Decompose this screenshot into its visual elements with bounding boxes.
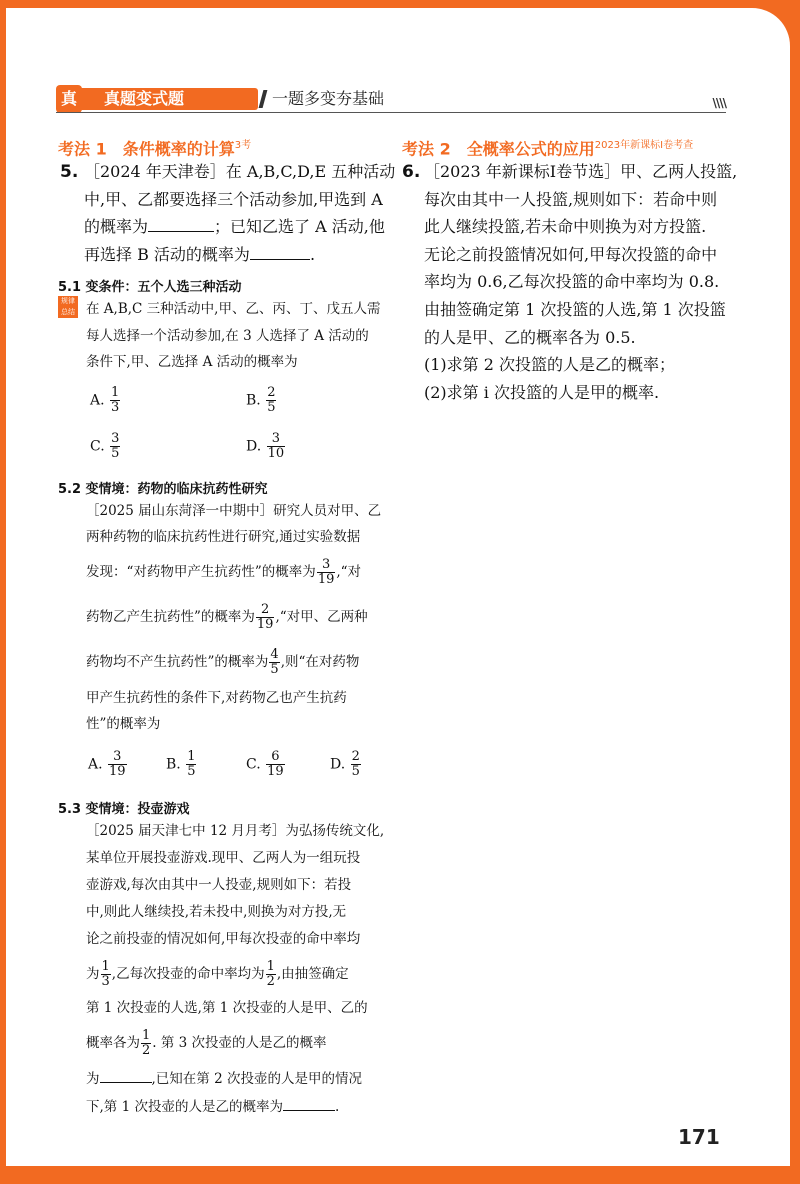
banner-rule — [56, 112, 726, 113]
kaofa-2-heading — [402, 136, 693, 159]
fraction — [108, 750, 127, 779]
q5-text-d: . — [309, 244, 316, 264]
question-6 — [424, 158, 744, 406]
q6-line-4: 无论之前投篮情况如何,甲每次投篮的命中 — [424, 244, 718, 264]
q6-line-3: 此人继续投篮,若未命中则换为对方投篮. — [424, 217, 707, 237]
kaofa-2-title: 考法 2 全概率公式的应用 — [402, 139, 595, 159]
v53-line-9 — [86, 1064, 391, 1094]
denominator: 19 — [317, 572, 335, 587]
kaofa-2-note: 2023年新课标Ⅰ卷考查 — [594, 140, 694, 151]
v53-line-1: ［2025 届天津七中 12 月月考］为弘扬传统文化, — [86, 823, 385, 839]
page-number: 171 — [678, 1125, 720, 1149]
fraction — [141, 1029, 151, 1058]
answer-blank — [148, 217, 214, 232]
numerator: 3 — [267, 432, 286, 447]
v53-line-3: 壶游戏,每次由其中一人投壶,规则如下：若投 — [86, 877, 352, 893]
text: ,由抽签确定 — [276, 966, 349, 982]
option-a — [90, 386, 121, 415]
q6-line-5: 率均为 0.6,乙每次投篮的命中率均为 0.8. — [424, 272, 720, 292]
v53-line-4: 中,则此人继续投,若未投中,则换为对方投,无 — [86, 904, 347, 920]
text: 药物均不产生抗药性”的概率为 — [86, 654, 269, 670]
numerator: 1 — [101, 959, 110, 974]
option-label: D. — [246, 438, 262, 455]
denominator: 2 — [142, 1043, 151, 1058]
q5-text-b: ；已知乙选了 A 活动,他 — [214, 217, 385, 237]
option-label: B. — [246, 392, 261, 409]
v53-line-8 — [86, 1022, 391, 1064]
text: ,乙每次投壶的命中率均为 — [111, 966, 265, 982]
answer-blank — [250, 245, 310, 260]
fraction — [351, 750, 361, 779]
variant-5-2-body — [86, 498, 391, 737]
numerator: 3 — [111, 431, 120, 446]
q5-line-1: ［2024 年天津卷］在 A,B,C,D,E 五种活动 — [84, 162, 396, 181]
text: 发现：“对药物甲产生抗药性”的概率为 — [86, 564, 316, 580]
v52-line-3 — [86, 550, 391, 595]
kaofa-1-count: 3考 — [234, 140, 252, 151]
banner-divider — [259, 90, 268, 108]
denominator: 5 — [351, 764, 360, 779]
text: ,“对甲、乙两种 — [275, 609, 368, 625]
numerator: 2 — [267, 385, 276, 400]
text: ,则“在对药物 — [280, 654, 360, 670]
v53-line-6 — [86, 953, 391, 995]
option-c — [246, 750, 286, 779]
text: 为 — [86, 966, 100, 982]
v53-line-7: 第 1 次投壶的人选,第 1 次投壶的人是甲、乙的 — [86, 1000, 368, 1016]
text: . 第 3 次投壶的人是乙的概率 — [152, 1035, 327, 1051]
text: 为 — [86, 1071, 100, 1087]
fraction — [110, 432, 120, 461]
banner-mark-icon: 真 — [56, 85, 82, 113]
q6-line-1: ［2023 年新课标Ⅰ卷节选］甲、乙两人投篮, — [424, 162, 738, 181]
fraction — [266, 960, 276, 989]
q6-part-1: (1)求第 2 次投篮的人是乙的概率； — [424, 355, 676, 375]
denominator: 19 — [267, 764, 284, 779]
option-d — [246, 432, 286, 461]
option-a — [88, 750, 128, 779]
option-c — [90, 432, 121, 461]
answer-blank — [100, 1068, 152, 1083]
option-label: A. — [88, 756, 103, 773]
v52-line-7: 性”的概率为 — [86, 716, 161, 732]
denominator: 2 — [266, 974, 275, 989]
kaofa-1-heading — [58, 136, 251, 159]
numerator: 1 — [266, 959, 275, 974]
numerator: 2 — [351, 749, 360, 764]
numerator: 2 — [256, 603, 275, 618]
question-6-number: 6. — [402, 162, 421, 182]
banner-slashes-icon: \\\\ — [712, 96, 726, 110]
v52-line-5 — [86, 640, 391, 685]
q6-line-7: 的人是甲、乙的概率各为 0.5. — [424, 327, 636, 347]
numerator: 1 — [187, 749, 196, 764]
text: 概率各为 — [86, 1035, 140, 1051]
denominator: 5 — [270, 662, 279, 677]
text: ,“对 — [336, 564, 362, 580]
text: 下,第 1 次投壶的人是乙的概率为 — [86, 1099, 283, 1115]
variant-5-2-heading: 5.2 变情境：药物的临床抗药性研究 — [58, 482, 268, 497]
option-label: A. — [90, 392, 105, 409]
q6-part-2: (2)求第 i 次投篮的人是甲的概率. — [424, 382, 660, 402]
fraction — [266, 750, 285, 779]
numerator: 3 — [108, 750, 127, 765]
v53-line-5: 论之前投壶的情况如何,甲每次投壶的命中率均 — [86, 931, 361, 947]
denominator: 5 — [111, 446, 120, 461]
q5-line-2: 中,甲、乙都要选择三个活动参加,甲选到 A — [84, 189, 383, 209]
kaofa-1-title: 考法 1 条件概率的计算 — [58, 139, 235, 159]
text: 药物乙产生抗药性”的概率为 — [86, 609, 255, 625]
v53-line-2: 某单位开展投壶游戏.现甲、乙两人为一组玩投 — [86, 850, 361, 866]
fraction — [269, 648, 279, 677]
option-label: C. — [90, 438, 105, 455]
option-label: B. — [166, 756, 181, 773]
banner-subtitle: 一题多变夯基础 — [272, 89, 385, 108]
denominator: 10 — [267, 446, 285, 461]
fraction — [317, 558, 336, 587]
numerator: 6 — [266, 750, 285, 765]
denominator: 5 — [267, 400, 276, 415]
v51-line-1: 在 A,B,C 三种活动中,甲、乙、丙、丁、戊五人需 — [86, 301, 381, 317]
v51-line-3: 条件下,甲、乙选择 A 活动的概率为 — [86, 354, 298, 370]
v52-line-4 — [86, 595, 391, 640]
variant-5-3-heading: 5.3 变情境：投壶游戏 — [58, 802, 190, 817]
section-banner — [56, 88, 726, 112]
denominator: 3 — [101, 974, 110, 989]
q5-text-c: 再选择 B 活动的概率为 — [84, 244, 250, 264]
tip-tag-icon: 规律总结 — [58, 296, 78, 318]
banner-title: 真题变式题 — [76, 88, 258, 110]
denominator: 3 — [111, 400, 120, 415]
fraction — [256, 603, 275, 632]
option-b — [166, 750, 197, 779]
variant-5-1-body — [86, 296, 386, 376]
text: . — [334, 1099, 340, 1115]
numerator: 3 — [317, 558, 336, 573]
denominator: 19 — [256, 617, 274, 632]
fraction — [101, 960, 111, 989]
numerator: 1 — [142, 1028, 151, 1043]
option-label: D. — [330, 756, 346, 773]
numerator: 1 — [111, 385, 120, 400]
variant-5-3-body — [86, 818, 391, 1121]
v52-line-6: 甲产生抗药性的条件下,对药物乙也产生抗药 — [86, 690, 347, 706]
q5-line-4 — [84, 241, 394, 269]
v53-line-10 — [86, 1094, 391, 1121]
variant-5-1-heading: 5.1 变条件：五个人选三种活动 — [58, 280, 242, 295]
q6-line-2: 每次由其中一人投篮,规则如下：若命中则 — [424, 189, 718, 209]
option-d — [330, 750, 362, 779]
q6-line-6: 由抽签确定第 1 次投篮的人选,第 1 次投篮 — [424, 299, 726, 319]
question-5-number: 5. — [60, 162, 79, 182]
option-label: C. — [246, 756, 261, 773]
option-b — [246, 386, 277, 415]
question-5 — [84, 158, 394, 268]
v52-line-2: 两种药物的临床抗药性进行研究,通过实验数据 — [86, 529, 361, 545]
answer-blank — [283, 1096, 335, 1111]
q5-line-3 — [84, 213, 394, 241]
fraction — [186, 750, 196, 779]
numerator: 4 — [270, 647, 279, 662]
fraction — [266, 386, 276, 415]
q5-text-a: 的概率为 — [84, 217, 149, 237]
denominator: 5 — [187, 764, 196, 779]
fraction — [267, 432, 286, 461]
v51-line-2: 每人选择一个活动参加,在 3 人选择了 A 活动的 — [86, 327, 369, 344]
v52-line-1: ［2025 届山东菏泽一中期中］研究人员对甲、乙 — [86, 503, 382, 519]
text: ,已知在第 2 次投壶的人是甲的情况 — [151, 1071, 362, 1087]
denominator: 19 — [109, 764, 126, 779]
fraction — [110, 386, 120, 415]
